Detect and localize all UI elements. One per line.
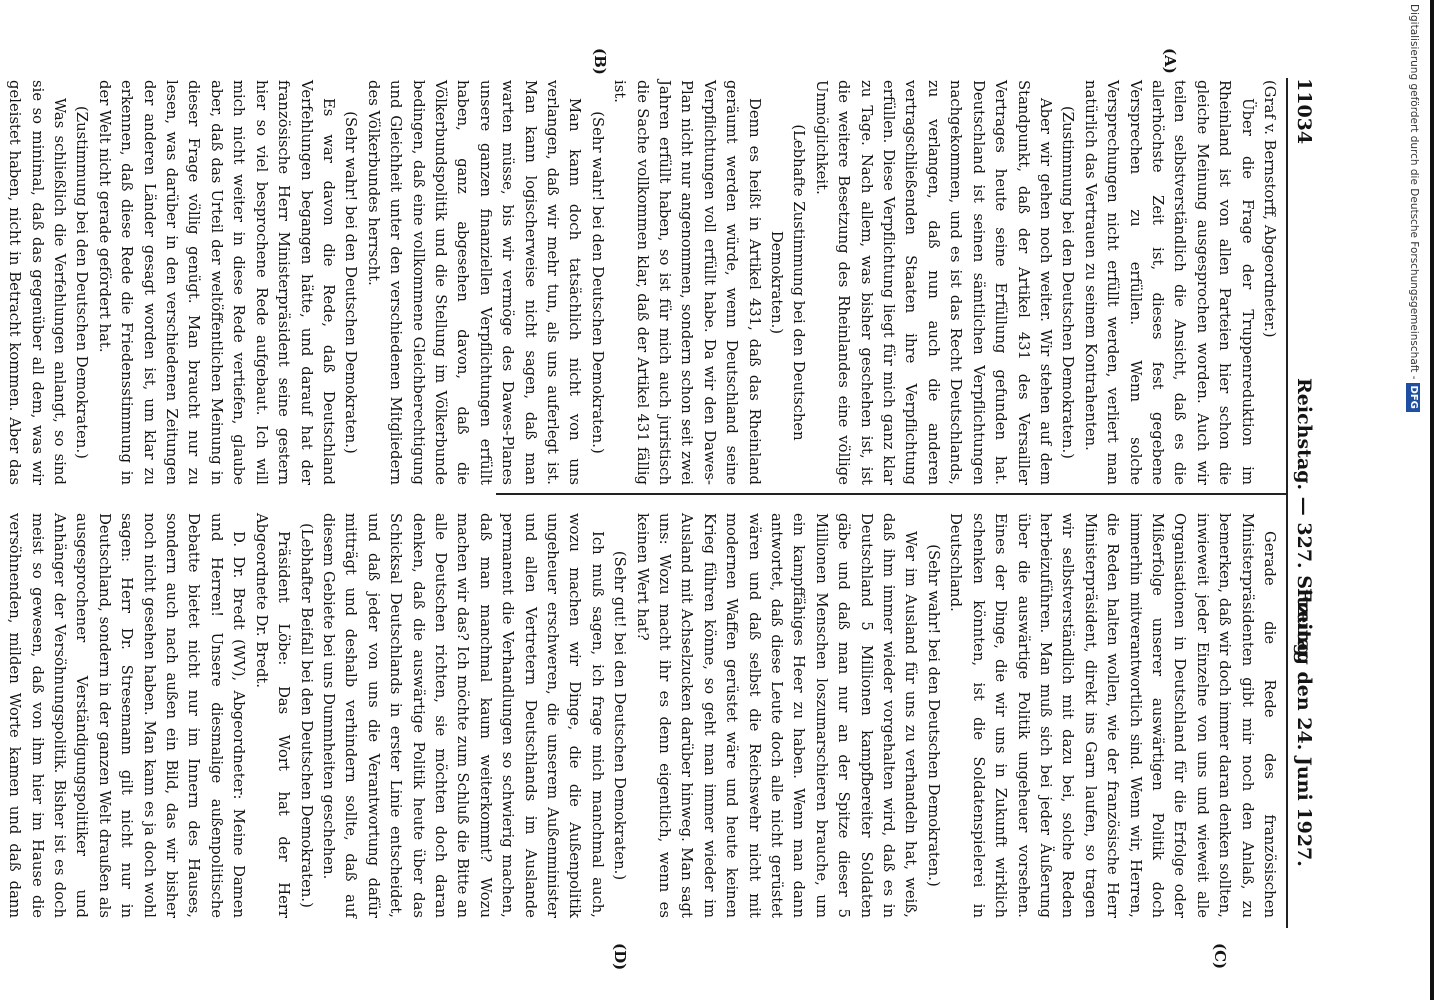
interjection: (Lebhafte Zustimmung bei den Deutschen Demokraten.)	[768, 124, 808, 441]
right-column	[6, 513, 1280, 918]
dfg-logo: DFG	[1406, 383, 1420, 412]
paragraph: Aber wir gehen noch weiter. Wir stehen auf dem Standpunkt, daß der Artikel 431 des Versailler Vertrages heute seine Erfüllung gefunden hat. Deutschland ist seinen sämtlichen Verpflichtungen nachgekommen, und es ist das Recht Deutschlands, zu verlangen, daß nun auch die anderen vertragschließenden Staaten ihre Verpflichtung erfüllen. Diese Verpflichtung liegt für mich ganz klar zu Tage. Nach allem, was bisher geschehen ist, ist die weitere Besetzung des Rheinlandes eine völlige Unmöglichkeit.	[812, 80, 1054, 485]
interjection: (Sehr wahr! bei den Deutschen Demokraten.)	[924, 544, 942, 887]
credit-text: Digitalisierung gefördert durch die Deutsche Forschungsgemeinschaft -	[1408, 4, 1420, 380]
session-date: Freitag den 24. Juni 1927.	[1293, 588, 1315, 867]
page-header	[1288, 78, 1320, 938]
margin-marker-d: (D)	[611, 943, 629, 971]
interjection: (Zustimmung bei den Deutschen Demokraten.)	[1059, 106, 1077, 459]
column-divider	[496, 493, 1286, 495]
paragraph: Über die Frage der Truppenreduktion im Rheinland ist von allen Parteien hier schon die gleiche Meinung ausgesprochen worden. Auch wir teilen selbstverständlich die Ansicht, daß es die allerhöchste Zeit ist, dieses fest gegebene Versprechen zu erfüllen. Wenn solche Versprechungen nicht erfüllt werden, verliert man natürlich das Vertrauen zu seinem Kontrahenten.	[1081, 80, 1256, 485]
scan-edge	[1430, 0, 1434, 1000]
digitization-credit	[1404, 4, 1424, 1004]
rotated-page	[6, 48, 1330, 978]
interjection: (Lebhafter Beifall bei den Deutschen Demokraten.)	[297, 523, 315, 908]
margin-marker-c: (C)	[1211, 943, 1229, 970]
paragraph: Ich muß sagen, ich frage mich manchmal auch, wozu machen wir Dinge, die die Außenpolitik ungeheuer erschweren, die unserem Außenminister und allen Vertretern Deutschlands im Auslande permanent die Verhandlungen so schwierig machen, daß man manchmal kaum weiterkommt? Wozu machen wir das? Ich möchte zum Schluß die Bitte an alle Deutschen richten, sie möchten doch daran denken, daß die auswärtige Politik heute über das Schicksal Deutschlands in erster Linie entscheidet, und daß jeder von uns die Verantwortung dafür mitträgt und deshalb verhindern sollte, daß auf diesem Gebiete bei uns Dummheiten geschehen.	[319, 513, 606, 918]
paragraph: Was schließlich die Verfehlungen anlangt, so sind sie so minimal, daß das gegenüber all dem, was wir geleistet haben, nicht in Betracht kommen. Aber das	[6, 80, 69, 485]
session-title: Reichstag. — 327. Sitzung.	[1293, 378, 1315, 664]
interjection: (Sehr wahr! bei den Deutschen Demokraten.)	[342, 111, 360, 454]
interjection: (Zustimmung bei den Deutschen Demokraten.)	[73, 106, 91, 459]
margin-marker-b: (B)	[591, 48, 609, 75]
interjection: (Sehr wahr! bei den Deutschen Demokraten.)	[588, 111, 606, 454]
interjection: (Sehr gut! bei den Deutschen Demokraten.)	[611, 550, 629, 881]
paragraph: Denn es heißt in Artikel 431, daß das Rheinland geräumt werden würde, wenn Deutschland seine Verpflichtungen voll erfüllt habe. Da wir den Dawes-Plan nicht nur angenommen, sondern schon seit zwei Jahren erfüllt haben, so ist für mich auch juristisch die Sache vollkommen klar, daß der Artikel 431 fällig ist.	[611, 80, 763, 485]
header-rule	[1286, 78, 1288, 928]
left-column	[6, 80, 1280, 485]
speaker-note: (Graf v. Bernstorff, Abgeordneter.)	[1261, 80, 1278, 338]
paragraph: Gerade die Rede des französischen Ministerpräsidenten gibt mir noch den Anlaß, zu bemerken, daß wir doch immer daran denken sollten, inwieweit jeder Einzelne von uns und wieweit alle Organisationen in Deutschland für die Erfolge oder Mißerfolge unserer auswärtigen Politik doch immerhin mitverantwortlich sind. Wenn wir, Herren, die Reden halten wollen, wie der französische Herr Ministerpräsident, direkt ins Garn laufen, so tragen wir selbstverständlich mit dazu bei, solche Reden herbeizuführen. Man muß sich bei jeder Äußerung über die auswärtige Politik ungeheuer vorsehen. Eines der Dinge, die wir uns in Zukunft wirklich schenken könnten, ist die Soldatenspielerei in Deutschland.	[947, 513, 1278, 918]
page-number: 11034	[1293, 78, 1315, 145]
paragraph: Wer im Ausland für uns zu verhandeln hat, weiß, daß ihm immer wieder vorgehalten wird, daß es in Deutschland 5 Millionen kampfbereiter Soldaten gäbe und daß man nur an der Spitze dieser 5 Millionen Menschen loszumarschieren brauche, um ein kampffähiges Heer zu haben. Wenn man dann antwortet, daß diese Leute doch alle nicht gerüstet wären und daß selbst die Reichswehr nicht mit modernen Waffen gerüstet wäre und heute keinen Krieg führen könne, so geht man immer wieder im Ausland mit Achselzucken darüber hinweg. Man sagt uns: Wozu macht ihr es denn eigentlich, wenn es keinen Wert hat?	[633, 513, 920, 918]
president-statement: Präsident Löbe: Das Wort hat der Herr Abgeordnete Dr. Bredt.	[252, 513, 293, 918]
paragraph: D. Dr. Bredt (WV), Abgeordneter: Meine Damen und Herren! Unsere diesmalige außenpolitische Debatte bietet nicht nur im Innern des Hauses, sondern auch nach außen ein Bild, das wir bisher noch nicht gesehen haben. Man kann es ja doch wohl sagen: Herr Dr. Stresemann gilt nicht nur in Deutschland, sondern in der ganzen Welt draußen als ausgesprochener Verständigungspolitiker und Anhänger der Versöhnungspolitik. Bisher ist es doch meist so gewesen, daß von ihm hier im Hause die versöhnenden, milden Worte kamen und daß dann	[6, 513, 248, 918]
paragraph: Man kann doch tatsächlich nicht von uns verlangen, daß wir mehr tun, als uns auferlegt ist. Man kann logischerweise nicht sagen, daß man warten müsse, bis wir vermöge des Dawes-Planes unsere ganzen finanziellen Verpflichtungen erfüllt haben, ganz abgesehen davon, daß die Völkerbundspolitik und die Stellung im Völkerbunde bedingen, daß eine vollkommene Gleichberechtigung und Gleichheit unter den verschiedenen Mitgliedern des Völkerbundes herrscht.	[364, 80, 584, 485]
margin-marker-a: (A)	[1161, 48, 1179, 74]
paragraph: Es war davon die Rede, daß Deutschland Verfehlungen begangen hätte, und darauf hat der französische Herr Ministerpräsident seine gestern hier so viel besprochene Rede aufgebaut. Ich will mich nicht weiter in diese Rede vertiefen, glaube aber, daß das Urteil der weltöffentlichen Meinung in dieser Frage völlig genügt. Man braucht nur zu lesen, was darüber in den verschiedenen Zeitungen der anderen Länder gesagt worden ist, um klar zu erkennen, daß diese Rede die Friedensstimmung in der Welt nicht gerade gefördert hat.	[95, 80, 337, 485]
